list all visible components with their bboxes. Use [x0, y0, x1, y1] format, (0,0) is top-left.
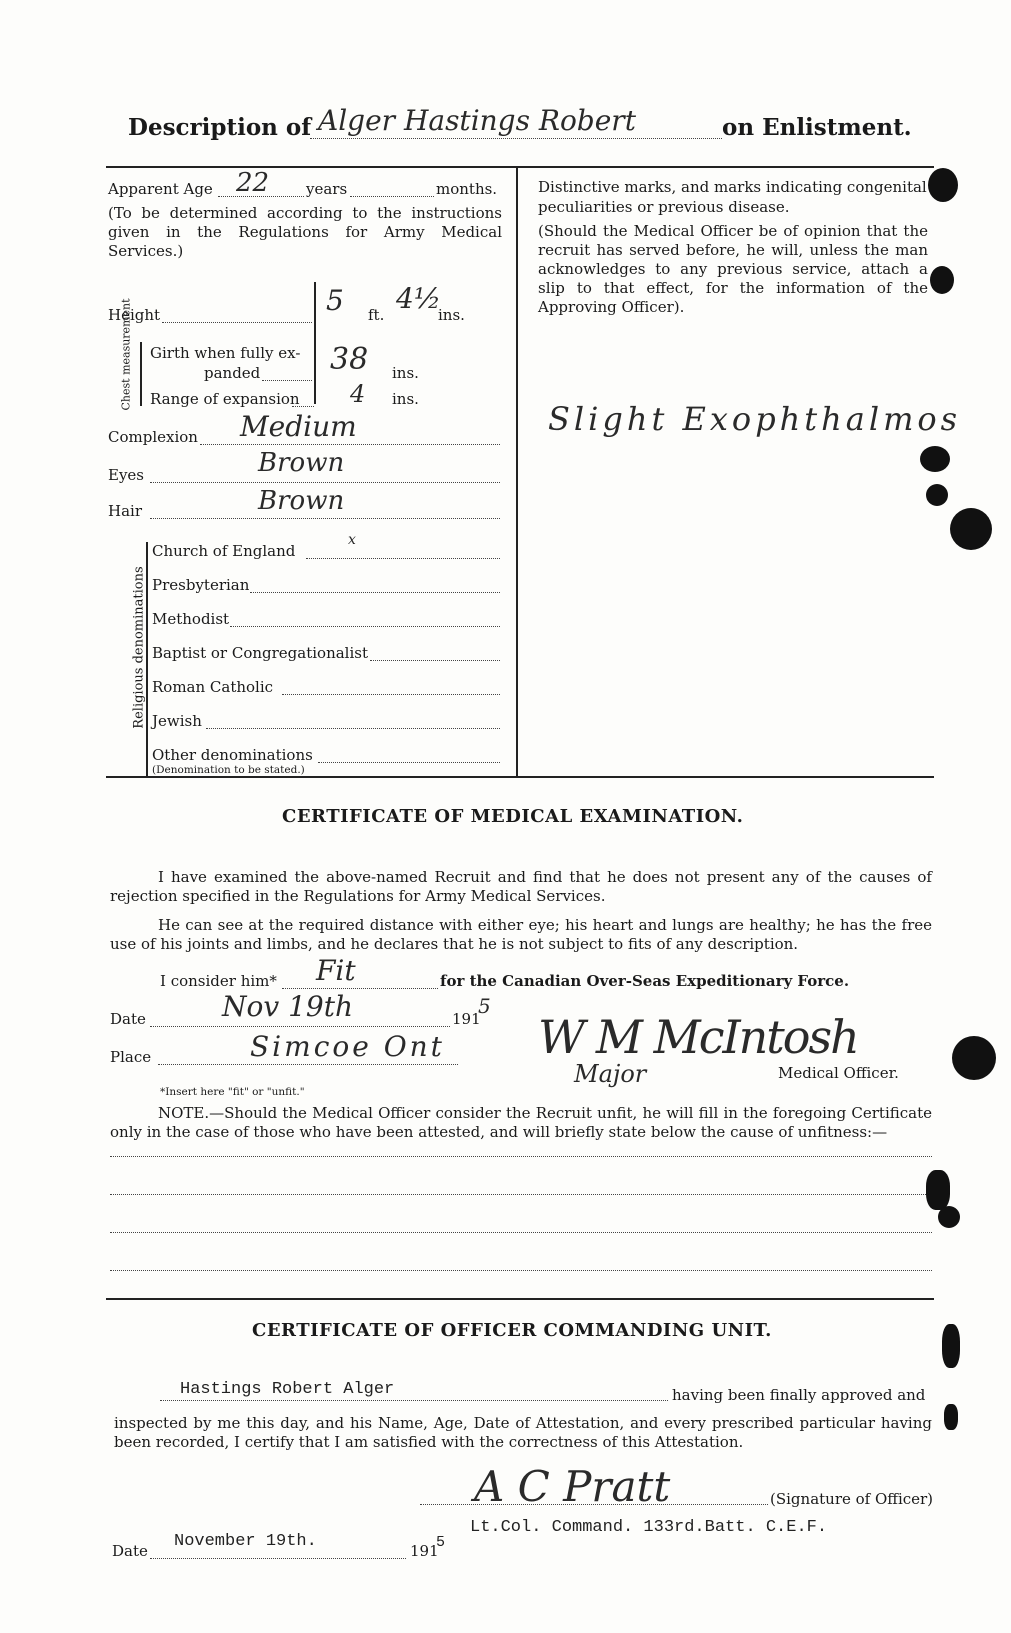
catholic-line: [282, 694, 500, 695]
marks-label-1: Distinctive marks, and marks indicating congenital: [538, 178, 927, 196]
commanding-year-prefix: 191: [410, 1542, 439, 1560]
religion-other: Other denominations: [152, 746, 313, 764]
height-ins-label: ins.: [438, 306, 465, 324]
commanding-para: inspected by me this day, and his Name, Age, Date of Attestation, and every prescribed particular having been recorded, I certify that I am satisfied with the correctness of this Attestation.: [114, 1414, 932, 1451]
religion-church-of-england: Church of England: [152, 542, 296, 560]
header-suffix: on Enlistment.: [722, 114, 912, 141]
range-dots: [292, 406, 314, 407]
marks-value: Slight Exophthalmos: [548, 400, 962, 438]
eyes-label: Eyes: [108, 466, 144, 484]
bottom-rule: [106, 776, 934, 778]
religion-jewish: Jewish: [152, 712, 202, 730]
age-value: 22: [236, 168, 270, 198]
unfit-line-3: [110, 1232, 932, 1233]
hair-value: Brown: [258, 486, 345, 516]
marks-label-2: peculiarities or previous disease.: [538, 198, 790, 216]
presbyterian-line: [250, 592, 500, 593]
punch-hole: [952, 1036, 996, 1080]
hair-label: Hair: [108, 502, 142, 520]
religion-roman-catholic: Roman Catholic: [152, 678, 274, 696]
medical-date-value: Nov 19th: [222, 990, 353, 1023]
complexion-label: Complexion: [108, 428, 198, 446]
column-divider: [516, 166, 518, 776]
consider-line: [282, 988, 438, 989]
commanding-date-label: Date: [112, 1542, 148, 1560]
header-name: Alger Hastings Robert: [318, 104, 636, 137]
medical-officer-label: Medical Officer.: [778, 1064, 899, 1082]
girth-label-1: Girth when fully ex-: [150, 344, 301, 362]
medical-signature: W M McIntosh: [538, 1010, 858, 1064]
eyes-value: Brown: [258, 448, 345, 478]
unfit-line-1: [110, 1156, 932, 1157]
girth-ins-label: ins.: [392, 364, 419, 382]
religion-bracket: [146, 542, 148, 776]
recruit-name: Hastings Robert Alger: [180, 1380, 395, 1399]
medical-note: NOTE.—Should the Medical Officer consider the Recruit unfit, he will fill in the foregoing Certificate only in the case of those who have been attested, and will briefly state below the cause of unfitness:—: [110, 1104, 932, 1141]
medical-para-2: He can see at the required distance with either eye; his heart and lungs are healthy; he has the free use of his joints and limbs, and he declares that he is not subject to fits of any description.: [110, 916, 932, 953]
religion-label: Religious denominations: [131, 566, 147, 729]
medical-year-suffix: 5: [478, 994, 491, 1018]
commanding-date-value: November 19th.: [174, 1532, 317, 1551]
range-ins-label: ins.: [392, 390, 419, 408]
commanding-signature: A C Pratt: [474, 1462, 671, 1511]
months-label: months.: [436, 180, 498, 198]
methodist-line: [230, 626, 500, 627]
jewish-line: [206, 728, 500, 729]
hair-line: [150, 518, 500, 519]
signature-label: (Signature of Officer): [770, 1490, 934, 1508]
ft-label: ft.: [368, 306, 385, 324]
place-line: [158, 1064, 458, 1065]
unfit-line-2: [110, 1194, 932, 1195]
months-line: [350, 196, 434, 197]
unfit-line-4: [110, 1270, 932, 1271]
religion-presbyterian: Presbyterian: [152, 576, 250, 594]
punch-hole: [938, 1206, 960, 1228]
chest-label: Chest measurement: [119, 298, 133, 411]
age-note: (To be determined according to the instructions given in the Regulations for Army Medical Services.): [108, 204, 502, 260]
girth-label-2: panded: [204, 364, 261, 382]
height-inches: 4½: [396, 282, 441, 315]
complexion-value: Medium: [240, 410, 357, 443]
punch-hole: [928, 168, 958, 202]
complexion-line: [200, 444, 500, 445]
header-prefix: Description of: [128, 114, 312, 141]
religion-methodist: Methodist: [152, 610, 230, 628]
height-label: Height: [108, 306, 161, 324]
consider-value: Fit: [316, 954, 356, 987]
punch-hole: [930, 266, 954, 294]
rank-line: Lt.Col. Command. 133rd.Batt. C.E.F.: [470, 1518, 828, 1537]
girth-value: 38: [330, 342, 369, 377]
consider-label: I consider him*: [160, 972, 277, 990]
punch-hole: [950, 508, 992, 550]
insert-note: *Insert here "fit" or "unfit.": [160, 1086, 305, 1098]
medical-rank: Major: [574, 1060, 647, 1088]
range-value: 4: [350, 380, 366, 408]
height-line: [162, 322, 312, 323]
commanding-rule: [106, 1298, 934, 1300]
measure-bracket: [314, 282, 316, 404]
height-feet: 5: [326, 284, 344, 317]
commanding-title: CERTIFICATE OF OFFICER COMMANDING UNIT.: [252, 1320, 772, 1341]
medical-year-prefix: 191: [452, 1010, 481, 1028]
eyes-line: [150, 482, 500, 483]
baptist-line: [370, 660, 500, 661]
place-label: Place: [110, 1048, 152, 1066]
chest-bracket: [140, 342, 142, 406]
commanding-date-line: [150, 1558, 406, 1559]
punch-hole: [926, 484, 948, 506]
punch-hole: [920, 446, 950, 472]
medical-date-label: Date: [110, 1010, 146, 1028]
years-label: years: [306, 180, 348, 198]
header-name-line: [310, 138, 722, 139]
church-mark: x: [348, 532, 356, 548]
religion-baptist: Baptist or Congregationalist: [152, 644, 368, 662]
top-rule: [106, 166, 934, 168]
commanding-year-suffix: 5: [436, 1534, 446, 1551]
range-label: Range of expansion: [150, 390, 300, 408]
other-line: [318, 762, 500, 763]
punch-hole: [926, 1170, 950, 1210]
punch-hole: [944, 1404, 958, 1430]
approved-text: having been finally approved and: [672, 1386, 926, 1404]
church-line: [306, 558, 500, 559]
signature-line: [420, 1504, 768, 1505]
force-label: for the Canadian Over-Seas Expeditionary Force.: [440, 972, 850, 990]
medical-date-line: [150, 1026, 450, 1027]
place-value: Simcoe Ont: [250, 1030, 445, 1063]
girth-dots: [262, 380, 312, 381]
marks-note: (Should the Medical Officer be of opinion that the recruit has served before, he will, unless the man acknowledges to any previous service, attach a slip to that effect, for the information of the Approving Officer).: [538, 222, 928, 316]
recruit-name-line: [160, 1400, 668, 1401]
punch-hole: [942, 1324, 960, 1368]
medical-title: CERTIFICATE OF MEDICAL EXAMINATION.: [282, 806, 744, 827]
other-note: (Denomination to be stated.): [152, 764, 305, 776]
apparent-age-label: Apparent Age: [108, 180, 213, 198]
medical-para-1: I have examined the above-named Recruit and find that he does not present any of the causes of rejection specified in the Regulations for Army Medical Services.: [110, 868, 932, 905]
